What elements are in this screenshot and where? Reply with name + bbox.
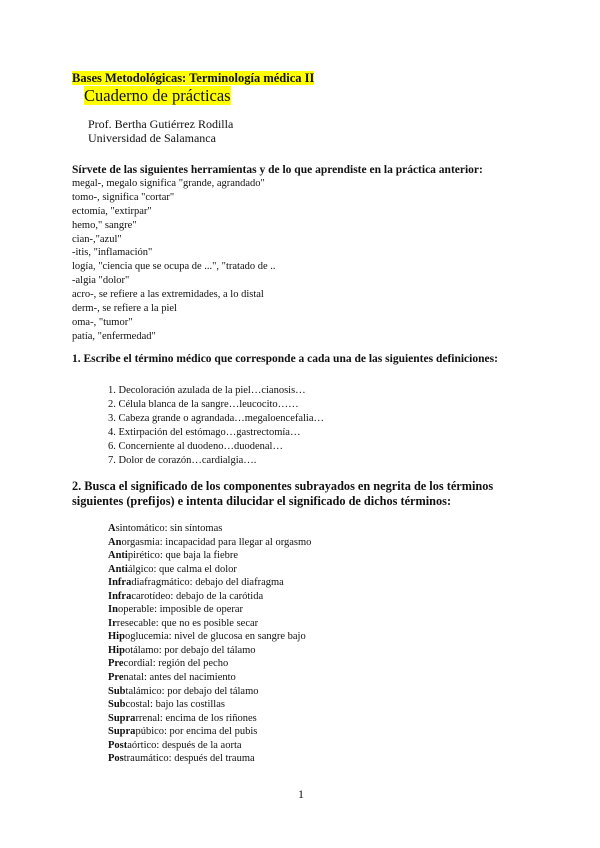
term-item — [108, 522, 311, 536]
term-rest: sintomático: sin síntomas — [115, 523, 223, 534]
term-prefix: Pre — [108, 672, 124, 684]
tool-item: oma-, "tumor" — [72, 316, 133, 328]
term-prefix: Hip — [108, 644, 125, 656]
tool-item: -itis, "inflamación" — [72, 247, 153, 259]
term-item — [108, 603, 311, 617]
course-title — [72, 71, 314, 85]
term-item — [108, 657, 311, 671]
author-institution: Universidad de Salamanca — [88, 131, 216, 145]
term-item — [108, 739, 311, 753]
term-item — [108, 725, 311, 739]
term-rest: traumático: después del trauma — [123, 753, 255, 765]
definition-item: 7. Dolor de corazón…cardialgia…. — [108, 455, 257, 467]
tool-item: ectomía, "extirpar" — [72, 205, 152, 217]
definition-item: 4. Extirpación del estómago…gastrectomía… — [108, 427, 301, 439]
term-rest: púbico: por encima del pubis — [135, 726, 258, 738]
author-block — [88, 117, 233, 145]
term-prefix: Sub — [108, 685, 126, 697]
term-rest: oglucemia: nivel de glucosa en sangre bajo — [124, 631, 306, 643]
term-prefix: In — [108, 604, 118, 616]
term-item — [108, 644, 311, 658]
term-prefix: Supra — [108, 712, 136, 724]
notebook-title-text: Cuaderno de prácticas — [84, 86, 231, 105]
tools-intro: Sírvete de las siguientes herramientas y de lo que aprendiste en la práctica anterior: — [72, 164, 483, 176]
tool-item: patía, "enfermedad" — [72, 330, 156, 342]
term-rest: cordial: región del pecho — [123, 658, 229, 670]
term-item — [108, 563, 311, 577]
term-item — [108, 576, 311, 590]
definition-item: 3. Cabeza grande o agrandada…megaloencefalia… — [108, 413, 325, 425]
term-prefix: An — [108, 536, 122, 548]
term-rest: orgasmia: incapacidad para llegar al orgasmo — [121, 536, 312, 548]
term-rest: natal: antes del nacimiento — [123, 672, 236, 684]
tool-item: tomo-, significa "cortar" — [72, 191, 175, 203]
term-prefix: Sub — [108, 699, 126, 711]
term-rest: diafragmático: debajo del diafragma — [131, 577, 284, 589]
term-rest: talámico: por debajo del tálamo — [125, 685, 259, 697]
term-rest: otálamo: por debajo del tálamo — [124, 644, 256, 656]
term-prefix: Pos — [108, 753, 124, 765]
term-item — [108, 698, 311, 712]
tools-section — [72, 163, 572, 344]
term-item — [108, 685, 311, 699]
question-1-list — [108, 384, 324, 469]
term-prefix: A — [108, 523, 116, 534]
term-prefix: Anti — [108, 550, 128, 562]
term-prefix: Anti — [108, 563, 128, 575]
author-name: Prof. Bertha Gutiérrez Rodilla — [88, 117, 234, 131]
question-2-list — [108, 522, 311, 766]
tool-item: cian-,"azul" — [72, 233, 122, 245]
term-rest: aórtico: después de la aorta — [127, 739, 242, 751]
term-rest: pirético: que baja la fiebre — [127, 550, 239, 562]
term-prefix: Supra — [108, 726, 136, 738]
definition-item: 6. Concerniente al duodeno…duodenal… — [108, 441, 283, 453]
term-rest: costal: bajo las costillas — [125, 699, 225, 711]
question-2-title: 2. Busca el significado de los componentes subrayados en negrita de los términos siguientes (prefijos) e intenta dilucidar el significado de dichos términos: — [72, 479, 494, 508]
tool-item: -algia "dolor" — [72, 275, 130, 287]
question-1-title: 1. Escribe el término médico que corresponde a cada una de las siguientes definiciones: — [72, 353, 498, 365]
term-rest: álgico: que calma el dolor — [127, 563, 237, 575]
term-rest: carotídeo: debajo de la carótida — [131, 590, 264, 602]
term-prefix: Pre — [108, 658, 124, 670]
course-title-text: Bases Metodológicas: Terminología médica II — [72, 71, 315, 85]
term-item — [108, 752, 311, 766]
term-item — [108, 536, 311, 550]
definition-item: 2. Célula blanca de la sangre…leucocito…… — [108, 399, 299, 411]
notebook-title — [84, 86, 231, 105]
term-prefix: Post — [108, 739, 128, 751]
term-rest: resecable: que no es posible secar — [116, 617, 259, 629]
term-rest: rrenal: encima de los riñones — [135, 712, 257, 724]
tool-item: logía, "ciencia que se ocupa de ...", "tratado de .. — [72, 261, 276, 273]
term-rest: operable: imposible de operar — [117, 604, 244, 616]
term-prefix: Ir — [108, 617, 117, 629]
page-number: 1 — [298, 787, 304, 801]
term-item — [108, 712, 311, 726]
term-item — [108, 549, 311, 563]
tool-item: acro-, se refiere a las extremidades, a lo distal — [72, 289, 264, 301]
tool-item: derm-, se refiere a la piel — [72, 303, 177, 315]
definition-item: 1. Decoloración azulada de la piel…cianosis… — [108, 385, 306, 396]
term-prefix: Infra — [108, 577, 132, 589]
term-item — [108, 617, 311, 631]
term-item — [108, 630, 311, 644]
tool-item: hemo," sangre" — [72, 219, 137, 231]
term-prefix: Hip — [108, 631, 125, 643]
term-item — [108, 590, 311, 604]
tool-item: megal-, megalo significa "grande, agrandado" — [72, 178, 265, 189]
term-prefix: Infra — [108, 590, 132, 602]
term-item — [108, 671, 311, 685]
